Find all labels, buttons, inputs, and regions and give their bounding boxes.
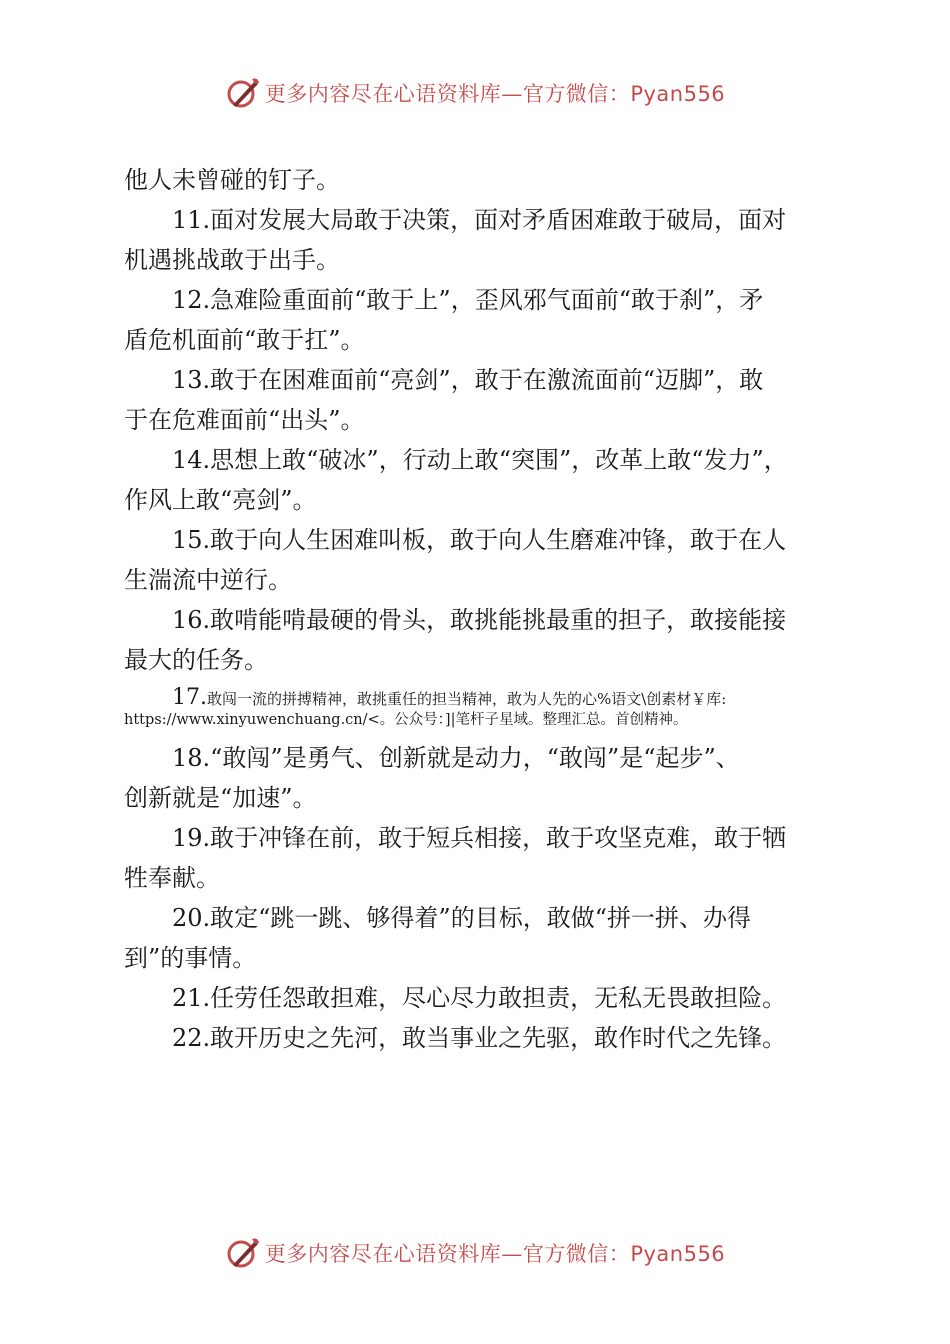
footer-main-text: 更多内容尽在心语资料库	[264, 1242, 502, 1266]
item-15-line-2: 生湍流中逆行。	[124, 566, 292, 594]
item-17-line-2: https://www.xinyuwenchuang.cn/<。公众号：]|笔杆子星域。整理汇总。首创精神。	[124, 712, 688, 728]
item-11-line-2: 机遇挑战敢于出手。	[124, 246, 340, 274]
item-20-line-2: 到”的事情。	[124, 944, 257, 972]
header-main-text: 更多内容尽在心语资料库	[264, 82, 502, 106]
item-20-line-1: 20.敢定“跳一跳、够得着”的目标，敢做“拼一拼、办得	[172, 904, 751, 932]
item-12-line-1: 12.急难险重面前“敢于上”，歪风邪气面前“敢于刹”，矛	[172, 286, 764, 314]
text-line: 他人未曾碰的钉子。	[124, 166, 340, 194]
footer-wechat-id: Pyan556	[630, 1242, 726, 1266]
item-16-line-1: 16.敢啃能啃最硬的骨头，敢挑能挑最重的担子，敢接能接	[172, 606, 787, 634]
document-body	[124, 160, 828, 1058]
item-17-line-1	[124, 680, 828, 708]
item-14-line-2: 作风上敢“亮剑”。	[124, 486, 317, 514]
item-11-line-1: 11.面对发展大局敢于决策，面对矛盾困难敢于破局，面对	[172, 206, 787, 234]
header-dash: —	[501, 82, 523, 106]
pen-logo-icon	[225, 1235, 261, 1271]
item-22-line: 22.敢开历史之先河，敢当事业之先驱，敢作时代之先锋。	[172, 1024, 787, 1052]
header-wechat-label: 官方微信：	[522, 82, 631, 106]
pen-logo-icon	[225, 75, 261, 111]
header-text	[265, 78, 725, 108]
header-wechat-id: Pyan556	[630, 82, 726, 106]
header-banner	[0, 73, 950, 113]
item-12-line-2: 盾危机面前“敢于扛”。	[124, 326, 365, 354]
item-14-line-1: 14.思想上敢“破冰”，行动上敢“突围”，改革上敢“发力”，	[172, 446, 788, 474]
item-17-number: 17.	[172, 685, 207, 708]
item-15-line-1: 15.敢于向人生困难叫板，敢于向人生磨难冲锋，敢于在人	[172, 526, 787, 554]
item-19-line-1: 19.敢于冲锋在前，敢于短兵相接，敢于攻坚克难，敢于牺	[172, 824, 787, 852]
item-18-line-2: 创新就是“加速”。	[124, 784, 317, 812]
footer-dash: —	[501, 1242, 523, 1266]
item-13-line-1: 13.敢于在困难面前“亮剑”，敢于在激流面前“迈脚”，敢	[172, 366, 764, 394]
item-18-line-1: 18.“敢闯”是勇气、创新就是动力，“敢闯”是“起步”、	[172, 744, 740, 772]
item-19-line-2: 牲奉献。	[124, 864, 220, 892]
item-21-line: 21.任劳任怨敢担难，尽心尽力敢担责，无私无畏敢担险。	[172, 984, 787, 1012]
footer-text	[265, 1238, 725, 1268]
footer-wechat-label: 官方微信：	[522, 1242, 631, 1266]
footer-banner	[0, 1233, 950, 1273]
item-13-line-2: 于在危难面前“出头”。	[124, 406, 365, 434]
item-16-line-2: 最大的任务。	[124, 646, 268, 674]
item-17-text: 敢闯一流的拼搏精神，敢挑重任的担当精神，敢为人先的心%语文\创素材￥库:	[207, 690, 727, 708]
